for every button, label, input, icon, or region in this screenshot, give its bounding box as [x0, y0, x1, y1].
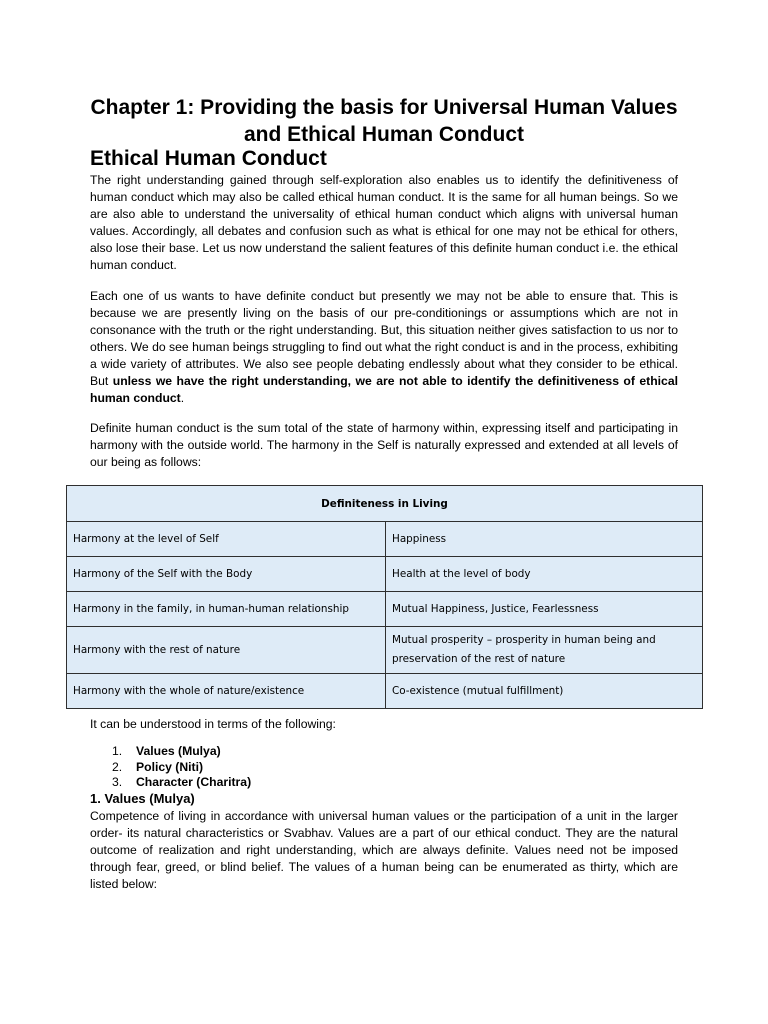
table-cell-harmony: Harmony in the family, in human-human relationship [67, 592, 386, 627]
table-cell-harmony: Harmony with the rest of nature [67, 627, 386, 674]
table-cell-outcome: Health at the level of body [386, 557, 703, 592]
table-cell-harmony: Harmony at the level of Self [67, 522, 386, 557]
table-header-row [67, 486, 703, 522]
table-row [67, 522, 703, 557]
paragraph-text: Each one of us wants to have definite conduct but presently we may not be able to ensure that. This is because we are presently living on the basis of our pre-conditionings or assumptions which are not in consonance with the truth or the right understanding. But, this situation neither gives satisfaction to us nor to others. We do see human beings struggling to find out what the right conduct is and in the process, exhibiting a wide variety of attributes. We also see people debating endlessly about what they consider to be ethical. But [90, 289, 678, 388]
intro-line: It can be understood in terms of the following: [90, 717, 336, 731]
table-cell-harmony: Harmony with the whole of nature/existence [67, 674, 386, 709]
table-row [67, 557, 703, 592]
list-text: Character (Charitra) [136, 775, 252, 789]
numbered-list [90, 744, 251, 791]
list-number: 3. [112, 775, 123, 789]
table-cell-outcome: Happiness [386, 522, 703, 557]
table-cell-outcome: Co-existence (mutual fulfillment) [386, 674, 703, 709]
paragraph-definite-conduct [90, 288, 678, 407]
paragraph-intro: The right understanding gained through self-exploration also enables us to identify the definitiveness of human conduct which may also be called ethical human conduct. It is the same for all human beings. So we are also able to understand the universality of ethical human conduct which aligns with universal human values. Accordingly, all debates and confusion such as what is ethical for one may not be ethical for others, also lose their base. Let us now understand the salient features of this definite human conduct i.e. the ethical human conduct. [90, 173, 678, 272]
subheading-values: 1. Values (Mulya) [90, 791, 195, 806]
chapter-title: Chapter 1: Providing the basis for Universal Human Values and Ethical Human Conduct [90, 96, 678, 146]
list-item [90, 744, 251, 760]
table-cell-harmony: Harmony of the Self with the Body [67, 557, 386, 592]
list-item [90, 775, 251, 791]
table-row [67, 592, 703, 627]
list-number: 1. [112, 744, 123, 758]
list-text: Policy (Niti) [136, 759, 204, 774]
paragraph-values: Competence of living in accordance with universal human values or the participation of a unit in the larger order- its natural characteristics or Svabhav. Values are a part of our ethical conduct. They are the natural outcome of realization and right understanding, which are always definite. Values need not be imposed through fear, greed, or blind belief. The values of a human being can be enumerated as thirty, which are listed below: [90, 809, 678, 891]
table-row [67, 674, 703, 709]
list-text: Values (Mulya) [136, 744, 221, 758]
table-cell-outcome: Mutual prosperity – prosperity in human being and preservation of the rest of nature [386, 627, 703, 674]
table-cell-outcome: Mutual Happiness, Justice, Fearlessness [386, 592, 703, 627]
table-header: Definiteness in Living [67, 486, 703, 522]
paragraph-bold-emphasis: unless we have the right understanding, we are not able to identify the definitiveness of ethical human conduct [90, 374, 678, 405]
paragraph-harmony: Definite human conduct is the sum total of the state of harmony within, expressing itself and participating in harmony with the outside world. The harmony in the Self is naturally expressed and extended at all levels of our being as follows: [90, 421, 678, 469]
list-number: 2. [112, 759, 123, 774]
list-item [90, 760, 251, 776]
definiteness-table [66, 485, 703, 709]
table-row [67, 627, 703, 674]
section-heading: Ethical Human Conduct [90, 147, 327, 170]
paragraph-end: . [180, 391, 185, 405]
